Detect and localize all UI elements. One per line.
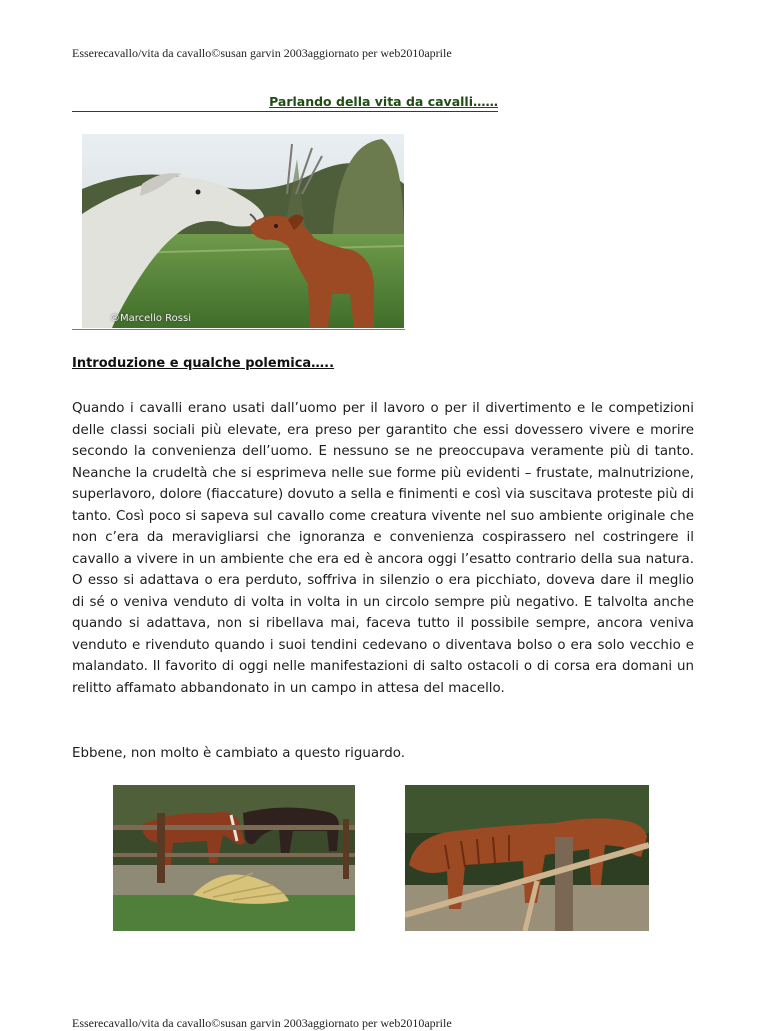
photo-two-horses-illustration: [82, 134, 404, 328]
photo-underline: [72, 329, 405, 330]
title-rule: [72, 111, 498, 112]
photo-thin-horse-illustration: [405, 785, 649, 931]
photo-horses-at-hay: [113, 785, 355, 931]
closing-line: Ebbene, non molto è cambiato a questo riguardo.: [72, 746, 406, 761]
section-heading: Introduzione e qualche polemica…..: [72, 356, 335, 371]
page-header: Esserecavallo/vita da cavallo©susan garvin 2003aggiornato per web2010aprile: [72, 46, 452, 60]
photo-thin-horse: [405, 785, 649, 931]
photo-horses-at-hay-illustration: [113, 785, 355, 931]
photo-credit: ®Marcello Rossi: [110, 313, 191, 324]
page-title: Parlando della vita da cavalli……: [269, 94, 498, 109]
photo-two-horses: [82, 134, 404, 328]
page-footer: Esserecavallo/vita da cavallo©susan garvin 2003aggiornato per web2010aprile: [72, 1016, 452, 1030]
body-paragraph: Quando i cavalli erano usati dall’uomo per il lavoro o per il divertimento e le competizioni delle classi sociali più elevate, era preso per garantito che essi dovessero vivere e morire secondo la convenienza dell’uomo. E nessuno se ne preoccupava veramente più di tanto. Neanche la crudeltà che si esprimeva nelle sue forme più evidenti – frustate, malnutrizione, superlavoro, dolore (fiaccature) dovuto a sella e finimenti e così via suscitava proteste più di tanto. Così poco si sapeva sul cavallo come creatura vivente nel suo ambiente originale che non c’era da meravigliarsi che ignoranza e convenienza cospirassero nel costringere il cavallo a vivere in un ambiente che era ed è ancora oggi l’esatto contrario della sua natura. O esso si adattava o era perduto, soffriva in silenzio o era picchiato, doveva dare il meglio di sé o veniva venduto di volta in volta in un circolo sempre più negativo. E talvolta anche quando si adattava, non si ribellava mai, faceva tutto il possibile sempre, ancora veniva venduto e rivenduto quando i suoi tendini cedevano o diventava bolso o era solo vecchio e malandato. Il favorito di oggi nelle manifestazioni di salto ostacoli o di corsa era domani un relitto affamato abbandonato in un campo in attesa del macello.: [72, 401, 694, 696]
title-row: [72, 94, 498, 114]
